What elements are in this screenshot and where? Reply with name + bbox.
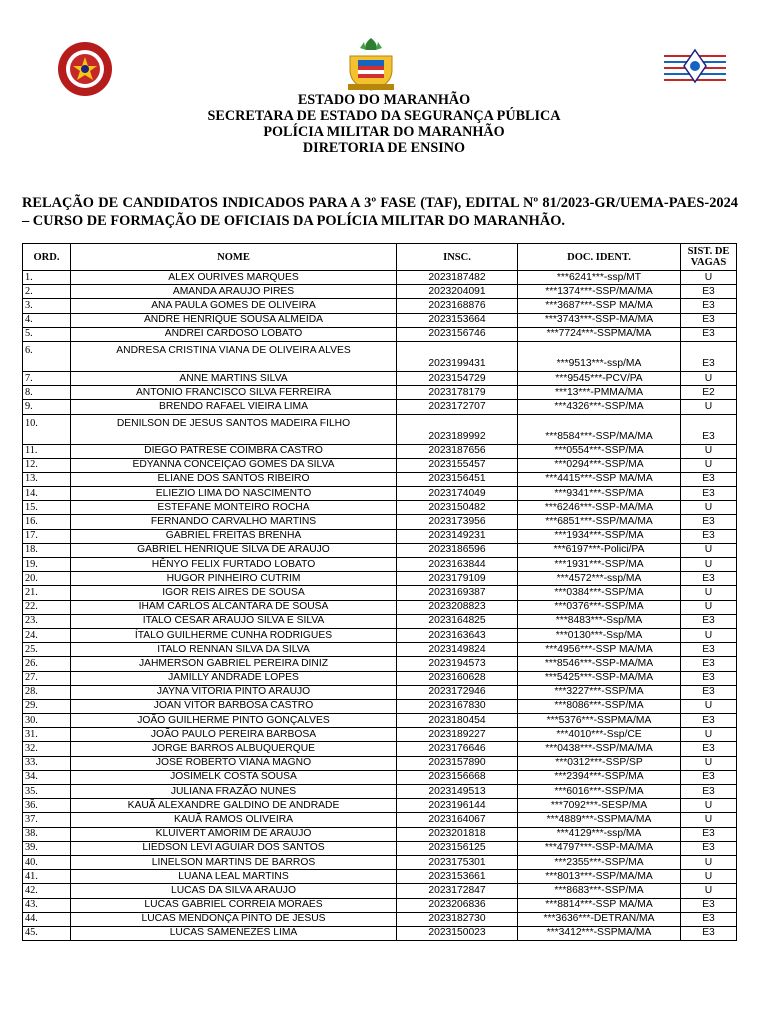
cell-sist: U <box>681 586 737 600</box>
col-header-ord: ORD. <box>23 244 71 271</box>
cell-nome: JOSIMELK COSTA SOUSA <box>71 770 397 784</box>
table-row <box>23 313 737 327</box>
cell-insc: 2023155457 <box>397 458 518 472</box>
cell-sist: E3 <box>681 472 737 486</box>
cell-ord: 36. <box>23 799 71 813</box>
cell-doc: ***0376***-SSP/MA <box>518 600 681 614</box>
table-row <box>23 742 737 756</box>
cell-nome: ANNE MARTINS SILVA <box>71 371 397 385</box>
cell-nome: DIEGO PATRESE COIMBRA CASTRO <box>71 444 397 458</box>
cell-nome: LUANA LEAL MARTINS <box>71 870 397 884</box>
cell-insc: 2023208823 <box>397 600 518 614</box>
cell-nome: EDYANNA CONCEIÇAO GOMES DA SILVA <box>71 458 397 472</box>
cell-doc: ***3636***-DETRAN/MA <box>518 912 681 926</box>
header-secretariat: SECRETARA DE ESTADO DA SEGURANÇA PÚBLICA <box>207 108 561 124</box>
table-body <box>23 271 737 941</box>
cell-insc: 2023179109 <box>397 572 518 586</box>
cell-insc: 2023168876 <box>397 299 518 313</box>
cell-ord: 37. <box>23 813 71 827</box>
cell-nome: ANDRÉ HENRIQUE SOUSA ALMEIDA <box>71 313 397 327</box>
cell-doc: ***4572***-ssp/MA <box>518 572 681 586</box>
cell-ord: 32. <box>23 742 71 756</box>
cell-doc: ***7092***-SESP/MA <box>518 799 681 813</box>
cell-ord: 25. <box>23 643 71 657</box>
cell-doc: ***6246***-SSP-MA/MA <box>518 501 681 515</box>
cell-insc: 2023173956 <box>397 515 518 529</box>
cell-nome: LIEDSON LEVI AGUIAR DOS SANTOS <box>71 841 397 855</box>
cell-sist: E3 <box>681 414 737 444</box>
cell-insc: 2023156451 <box>397 472 518 486</box>
cell-doc: ***13***-PMMA/MA <box>518 386 681 400</box>
cell-doc: ***4010***-Ssp/CE <box>518 728 681 742</box>
cell-insc: 2023176646 <box>397 742 518 756</box>
cell-insc: 2023167830 <box>397 699 518 713</box>
cell-sist: U <box>681 271 737 285</box>
cell-ord: 38. <box>23 827 71 841</box>
table-row <box>23 799 737 813</box>
cell-insc: 2023157890 <box>397 756 518 770</box>
cell-nome: HUGOR PINHEIRO CUTRIM <box>71 572 397 586</box>
cell-insc: 2023189227 <box>397 728 518 742</box>
table-row <box>23 458 737 472</box>
table-row <box>23 813 737 827</box>
cell-doc: ***4956***-SSP MA/MA <box>518 643 681 657</box>
cell-ord: 7. <box>23 371 71 385</box>
table-row <box>23 699 737 713</box>
cell-doc: ***3687***-SSP MA/MA <box>518 299 681 313</box>
cell-insc: 2023150023 <box>397 926 518 940</box>
cell-doc: ***0294***-SSP/MA <box>518 458 681 472</box>
cell-nome: LUCAS DA SILVA ARAUJO <box>71 884 397 898</box>
cell-ord: 15. <box>23 501 71 515</box>
cell-ord: 33. <box>23 756 71 770</box>
cell-sist: E3 <box>681 657 737 671</box>
cell-doc: ***4415***-SSP MA/MA <box>518 472 681 486</box>
table-row <box>23 884 737 898</box>
cell-ord: 44. <box>23 912 71 926</box>
cell-ord: 34. <box>23 770 71 784</box>
table-row <box>23 271 737 285</box>
cell-sist: E3 <box>681 529 737 543</box>
cell-doc: ***8483***-Ssp/MA <box>518 614 681 628</box>
col-header-nome: NOME <box>71 244 397 271</box>
table-row <box>23 501 737 515</box>
header-state: ESTADO DO MARANHÃO <box>297 92 471 108</box>
cell-ord: 11. <box>23 444 71 458</box>
cell-doc: ***2355***-SSP/MA <box>518 855 681 869</box>
cell-nome: JAMILLY ANDRADE LOPES <box>71 671 397 685</box>
cell-nome: DENILSON DE JESUS SANTOS MADEIRA FILHO <box>71 414 397 444</box>
cell-insc: 2023156746 <box>397 327 518 341</box>
table-row <box>23 472 737 486</box>
cell-nome: IGOR REIS AIRES DE SOUSA <box>71 586 397 600</box>
cell-sist: E3 <box>681 487 737 501</box>
table-row <box>23 841 737 855</box>
cell-doc: ***2394***-SSP/MA <box>518 770 681 784</box>
maranhao-coat-of-arms-icon <box>342 36 400 92</box>
cell-sist: U <box>681 444 737 458</box>
cell-doc: ***1931***-SSP/MA <box>518 558 681 572</box>
cell-sist: U <box>681 855 737 869</box>
cell-doc: ***6241***-ssp/MT <box>518 271 681 285</box>
cell-doc: ***5425***-SSP-MA/MA <box>518 671 681 685</box>
table-row <box>23 756 737 770</box>
table-row <box>23 926 737 940</box>
cell-doc: ***6851***-SSP/MA/MA <box>518 515 681 529</box>
table-row <box>23 600 737 614</box>
cell-insc: 2023172707 <box>397 400 518 414</box>
cell-sist: E3 <box>681 643 737 657</box>
cell-ord: 1. <box>23 271 71 285</box>
cell-doc: ***1374***-SSP/MA/MA <box>518 285 681 299</box>
cell-ord: 13. <box>23 472 71 486</box>
cell-sist: U <box>681 400 737 414</box>
cell-insc: 2023204091 <box>397 285 518 299</box>
table-row <box>23 728 737 742</box>
table-row <box>23 714 737 728</box>
cell-doc: ***9513***-ssp/MA <box>518 341 681 371</box>
cell-insc: 2023149513 <box>397 785 518 799</box>
cell-sist: E3 <box>681 671 737 685</box>
cell-ord: 29. <box>23 699 71 713</box>
cell-nome: JOÃO GUILHERME PINTO GONÇALVES <box>71 714 397 728</box>
cell-sist: U <box>681 600 737 614</box>
cell-insc: 2023189992 <box>397 414 518 444</box>
cell-sist: U <box>681 501 737 515</box>
cell-insc: 2023174049 <box>397 487 518 501</box>
cell-ord: 27. <box>23 671 71 685</box>
cell-doc: ***0438***-SSP/MA/MA <box>518 742 681 756</box>
table-row <box>23 327 737 341</box>
cell-insc: 2023149824 <box>397 643 518 657</box>
cell-insc: 2023160628 <box>397 671 518 685</box>
cell-ord: 42. <box>23 884 71 898</box>
cell-nome: JOÃO PAULO PEREIRA BARBOSA <box>71 728 397 742</box>
table-row <box>23 770 737 784</box>
cell-insc: 2023153664 <box>397 313 518 327</box>
cell-insc: 2023156125 <box>397 841 518 855</box>
cell-insc: 2023175301 <box>397 855 518 869</box>
cell-ord: 41. <box>23 870 71 884</box>
cell-ord: 6. <box>23 341 71 371</box>
cell-doc: ***3412***-SSPMA/MA <box>518 926 681 940</box>
table-row <box>23 785 737 799</box>
cell-doc: ***8683***-SSP/MA <box>518 884 681 898</box>
cell-ord: 9. <box>23 400 71 414</box>
cell-nome: JOAN VITOR BARBOSA CASTRO <box>71 699 397 713</box>
cell-sist: E3 <box>681 285 737 299</box>
table-row <box>23 386 737 400</box>
cell-ord: 5. <box>23 327 71 341</box>
cell-ord: 20. <box>23 572 71 586</box>
cell-sist: E3 <box>681 912 737 926</box>
cell-doc: ***7724***-SSPMA/MA <box>518 327 681 341</box>
diretoria-de-ensino-emblem-icon <box>660 42 730 92</box>
cell-nome: KAUÃ RAMOS OLIVEIRA <box>71 813 397 827</box>
cell-nome: JAHMERSON GABRIEL PEREIRA DINIZ <box>71 657 397 671</box>
col-header-sist: SIST. DE VAGAS <box>681 244 737 271</box>
cell-sist: E3 <box>681 685 737 699</box>
table-row <box>23 827 737 841</box>
cell-ord: 12. <box>23 458 71 472</box>
cell-insc: 2023196144 <box>397 799 518 813</box>
cell-ord: 18. <box>23 543 71 557</box>
document-header <box>0 92 768 156</box>
cell-sist: U <box>681 458 737 472</box>
cell-nome: LUCAS MENDONÇA PINTO DE JESUS <box>71 912 397 926</box>
table-row <box>23 671 737 685</box>
cell-insc: 2023187656 <box>397 444 518 458</box>
cell-insc: 2023180454 <box>397 714 518 728</box>
cell-doc: ***0130***-Ssp/MA <box>518 628 681 642</box>
cell-sist: E3 <box>681 614 737 628</box>
table-row <box>23 515 737 529</box>
cell-ord: 28. <box>23 685 71 699</box>
cell-sist: U <box>681 799 737 813</box>
cell-ord: 14. <box>23 487 71 501</box>
table-row <box>23 487 737 501</box>
cell-doc: ***0554***-SSP/MA <box>518 444 681 458</box>
cell-doc: ***9341***-SSP/MA <box>518 487 681 501</box>
cell-sist: E3 <box>681 926 737 940</box>
cell-sist: U <box>681 558 737 572</box>
cell-ord: 21. <box>23 586 71 600</box>
cell-doc: ***1934***-SSP/MA <box>518 529 681 543</box>
cell-doc: ***8086***-SSP/MA <box>518 699 681 713</box>
cell-insc: 2023169387 <box>397 586 518 600</box>
cell-insc: 2023182730 <box>397 912 518 926</box>
cell-sist: U <box>681 543 737 557</box>
cell-insc: 2023149231 <box>397 529 518 543</box>
cell-ord: 4. <box>23 313 71 327</box>
table-row <box>23 341 737 371</box>
cell-ord: 17. <box>23 529 71 543</box>
candidates-table <box>22 243 737 941</box>
cell-ord: 45. <box>23 926 71 940</box>
cell-ord: 22. <box>23 600 71 614</box>
cell-doc: ***0384***-SSP/MA <box>518 586 681 600</box>
cell-insc: 2023154729 <box>397 371 518 385</box>
cell-doc: ***8546***-SSP-MA/MA <box>518 657 681 671</box>
table-row <box>23 628 737 642</box>
cell-ord: 19. <box>23 558 71 572</box>
cell-ord: 10. <box>23 414 71 444</box>
cell-ord: 35. <box>23 785 71 799</box>
cell-nome: JOSÉ ROBERTO VIANA MAGNO <box>71 756 397 770</box>
document-title: RELAÇÃO DE CANDIDATOS INDICADOS PARA A 3º FASE (TAF), EDITAL Nº 81/2023-GR/UEMA-PAES-2024 – CURSO DE FORMAÇÃO DE OFICIAIS DA POLÍCIA MILITAR DO MARANHÃO. <box>22 195 738 229</box>
cell-nome: HÊNYO FELIX FURTADO LOBATO <box>71 558 397 572</box>
table-row <box>23 643 737 657</box>
logos-bar <box>0 36 768 94</box>
cell-sist: E3 <box>681 313 737 327</box>
cell-nome: LINELSON MARTINS DE BARROS <box>71 855 397 869</box>
cell-insc: 2023178179 <box>397 386 518 400</box>
cell-ord: 24. <box>23 628 71 642</box>
cell-sist: U <box>681 728 737 742</box>
cell-ord: 43. <box>23 898 71 912</box>
cell-sist: E3 <box>681 327 737 341</box>
cell-insc: 2023150482 <box>397 501 518 515</box>
cell-sist: U <box>681 884 737 898</box>
cell-insc: 2023163844 <box>397 558 518 572</box>
cell-sist: E2 <box>681 386 737 400</box>
cell-nome: AMANDA ARAUJO PIRES <box>71 285 397 299</box>
cell-insc: 2023156668 <box>397 770 518 784</box>
cell-nome: ALEX OURIVES MARQUES <box>71 271 397 285</box>
cell-insc: 2023201818 <box>397 827 518 841</box>
cell-insc: 2023172847 <box>397 884 518 898</box>
cell-doc: ***6197***-Polici/PA <box>518 543 681 557</box>
cell-sist: E3 <box>681 785 737 799</box>
table-row <box>23 444 737 458</box>
cell-sist: E3 <box>681 341 737 371</box>
cell-ord: 30. <box>23 714 71 728</box>
cell-doc: ***8584***-SSP/MA/MA <box>518 414 681 444</box>
cell-nome: LUCAS GABRIEL CORREIA MORAES <box>71 898 397 912</box>
cell-nome: IHAM CARLOS ALCANTARA DE SOUSA <box>71 600 397 614</box>
cell-doc: ***3743***-SSP-MA/MA <box>518 313 681 327</box>
cell-nome: ANA PAULA GOMES DE OLIVEIRA <box>71 299 397 313</box>
table-row <box>23 285 737 299</box>
cell-nome: ANDRESA CRISTINA VIANA DE OLIVEIRA ALVES <box>71 341 397 371</box>
cell-ord: 3. <box>23 299 71 313</box>
table-row <box>23 898 737 912</box>
cell-sist: E3 <box>681 299 737 313</box>
table-header-row <box>23 244 737 271</box>
cell-ord: 39. <box>23 841 71 855</box>
table-row <box>23 543 737 557</box>
cell-doc: ***8013***-SSP/MA/MA <box>518 870 681 884</box>
cell-insc: 2023153661 <box>397 870 518 884</box>
table-row <box>23 870 737 884</box>
cell-ord: 31. <box>23 728 71 742</box>
cell-sist: E3 <box>681 742 737 756</box>
table-row <box>23 912 737 926</box>
table-row <box>23 414 737 444</box>
cell-ord: 26. <box>23 657 71 671</box>
cell-insc: 2023164067 <box>397 813 518 827</box>
cell-sist: U <box>681 699 737 713</box>
table-row <box>23 558 737 572</box>
policia-militar-maranhao-seal-icon <box>52 40 118 98</box>
cell-nome: JORGE BARROS ALBUQUERQUE <box>71 742 397 756</box>
table-row <box>23 685 737 699</box>
cell-doc: ***0312***-SSP/SP <box>518 756 681 770</box>
table-row <box>23 529 737 543</box>
header-directorate: DIRETORIA DE ENSINO <box>302 140 466 156</box>
cell-nome: GABRIEL FREITAS BRENHA <box>71 529 397 543</box>
cell-ord: 40. <box>23 855 71 869</box>
cell-sist: E3 <box>681 841 737 855</box>
cell-nome: GABRIEL HENRIQUE SILVA DE ARAÚJO <box>71 543 397 557</box>
cell-nome: ANDREI CARDOSO LOBATO <box>71 327 397 341</box>
cell-sist: U <box>681 756 737 770</box>
cell-nome: BRENDO RAFAEL VIEIRA LIMA <box>71 400 397 414</box>
cell-doc: ***8814***-SSP MA/MA <box>518 898 681 912</box>
cell-doc: ***6016***-SSP/MA <box>518 785 681 799</box>
cell-sist: E3 <box>681 714 737 728</box>
table-row <box>23 855 737 869</box>
cell-sist: E3 <box>681 898 737 912</box>
header-police: POLÍCIA MILITAR DO MARANHÃO <box>263 124 505 140</box>
cell-sist: U <box>681 813 737 827</box>
cell-sist: E3 <box>681 572 737 586</box>
cell-nome: ANTONIO FRANCISCO SILVA FERREIRA <box>71 386 397 400</box>
cell-nome: JAYNA VITORIA PINTO ARAUJO <box>71 685 397 699</box>
cell-insc: 2023172946 <box>397 685 518 699</box>
cell-nome: ITALO CESAR ARAUJO SILVA E SILVA <box>71 614 397 628</box>
cell-ord: 8. <box>23 386 71 400</box>
cell-sist: U <box>681 371 737 385</box>
cell-sist: U <box>681 628 737 642</box>
cell-insc: 2023187482 <box>397 271 518 285</box>
cell-ord: 23. <box>23 614 71 628</box>
table-row <box>23 299 737 313</box>
cell-sist: E3 <box>681 770 737 784</box>
cell-nome: KAUÃ ALEXANDRE GALDINO DE ANDRADE <box>71 799 397 813</box>
cell-nome: KLUIVERT AMORIM DE ARAUJO <box>71 827 397 841</box>
cell-sist: E3 <box>681 515 737 529</box>
cell-doc: ***5376***-SSPMA/MA <box>518 714 681 728</box>
cell-nome: ELIANE DOS SANTOS RIBEIRO <box>71 472 397 486</box>
cell-doc: ***4129***-ssp/MA <box>518 827 681 841</box>
table-row <box>23 572 737 586</box>
table-row <box>23 400 737 414</box>
table-row <box>23 614 737 628</box>
cell-nome: FERNANDO CARVALHO MARTINS <box>71 515 397 529</box>
cell-doc: ***4326***-SSP/MA <box>518 400 681 414</box>
table-row <box>23 586 737 600</box>
cell-sist: U <box>681 870 737 884</box>
cell-nome: LUCAS SAMENEZES LIMA <box>71 926 397 940</box>
cell-ord: 16. <box>23 515 71 529</box>
col-header-doc: DOC. IDENT. <box>518 244 681 271</box>
cell-doc: ***4889***-SSPMA/MA <box>518 813 681 827</box>
cell-nome: ESTEFANE MONTEIRO ROCHA <box>71 501 397 515</box>
cell-nome: ÍTALO GUILHERME CUNHA RODRIGUES <box>71 628 397 642</box>
cell-doc: ***3227***-SSP/MA <box>518 685 681 699</box>
cell-nome: ELIEZIO LIMA DO NASCIMENTO <box>71 487 397 501</box>
cell-doc: ***9545***-PCV/PA <box>518 371 681 385</box>
cell-nome: ITALO RENNAN SILVA DA SILVA <box>71 643 397 657</box>
table-row <box>23 371 737 385</box>
col-header-insc: INSC. <box>397 244 518 271</box>
cell-insc: 2023206836 <box>397 898 518 912</box>
cell-insc: 2023199431 <box>397 341 518 371</box>
cell-doc: ***4797***-SSP-MA/MA <box>518 841 681 855</box>
cell-nome: JULIANA FRAZÃO NUNES <box>71 785 397 799</box>
cell-insc: 2023164825 <box>397 614 518 628</box>
cell-insc: 2023194573 <box>397 657 518 671</box>
cell-ord: 2. <box>23 285 71 299</box>
table-row <box>23 657 737 671</box>
cell-insc: 2023163643 <box>397 628 518 642</box>
cell-insc: 2023186596 <box>397 543 518 557</box>
cell-sist: E3 <box>681 827 737 841</box>
